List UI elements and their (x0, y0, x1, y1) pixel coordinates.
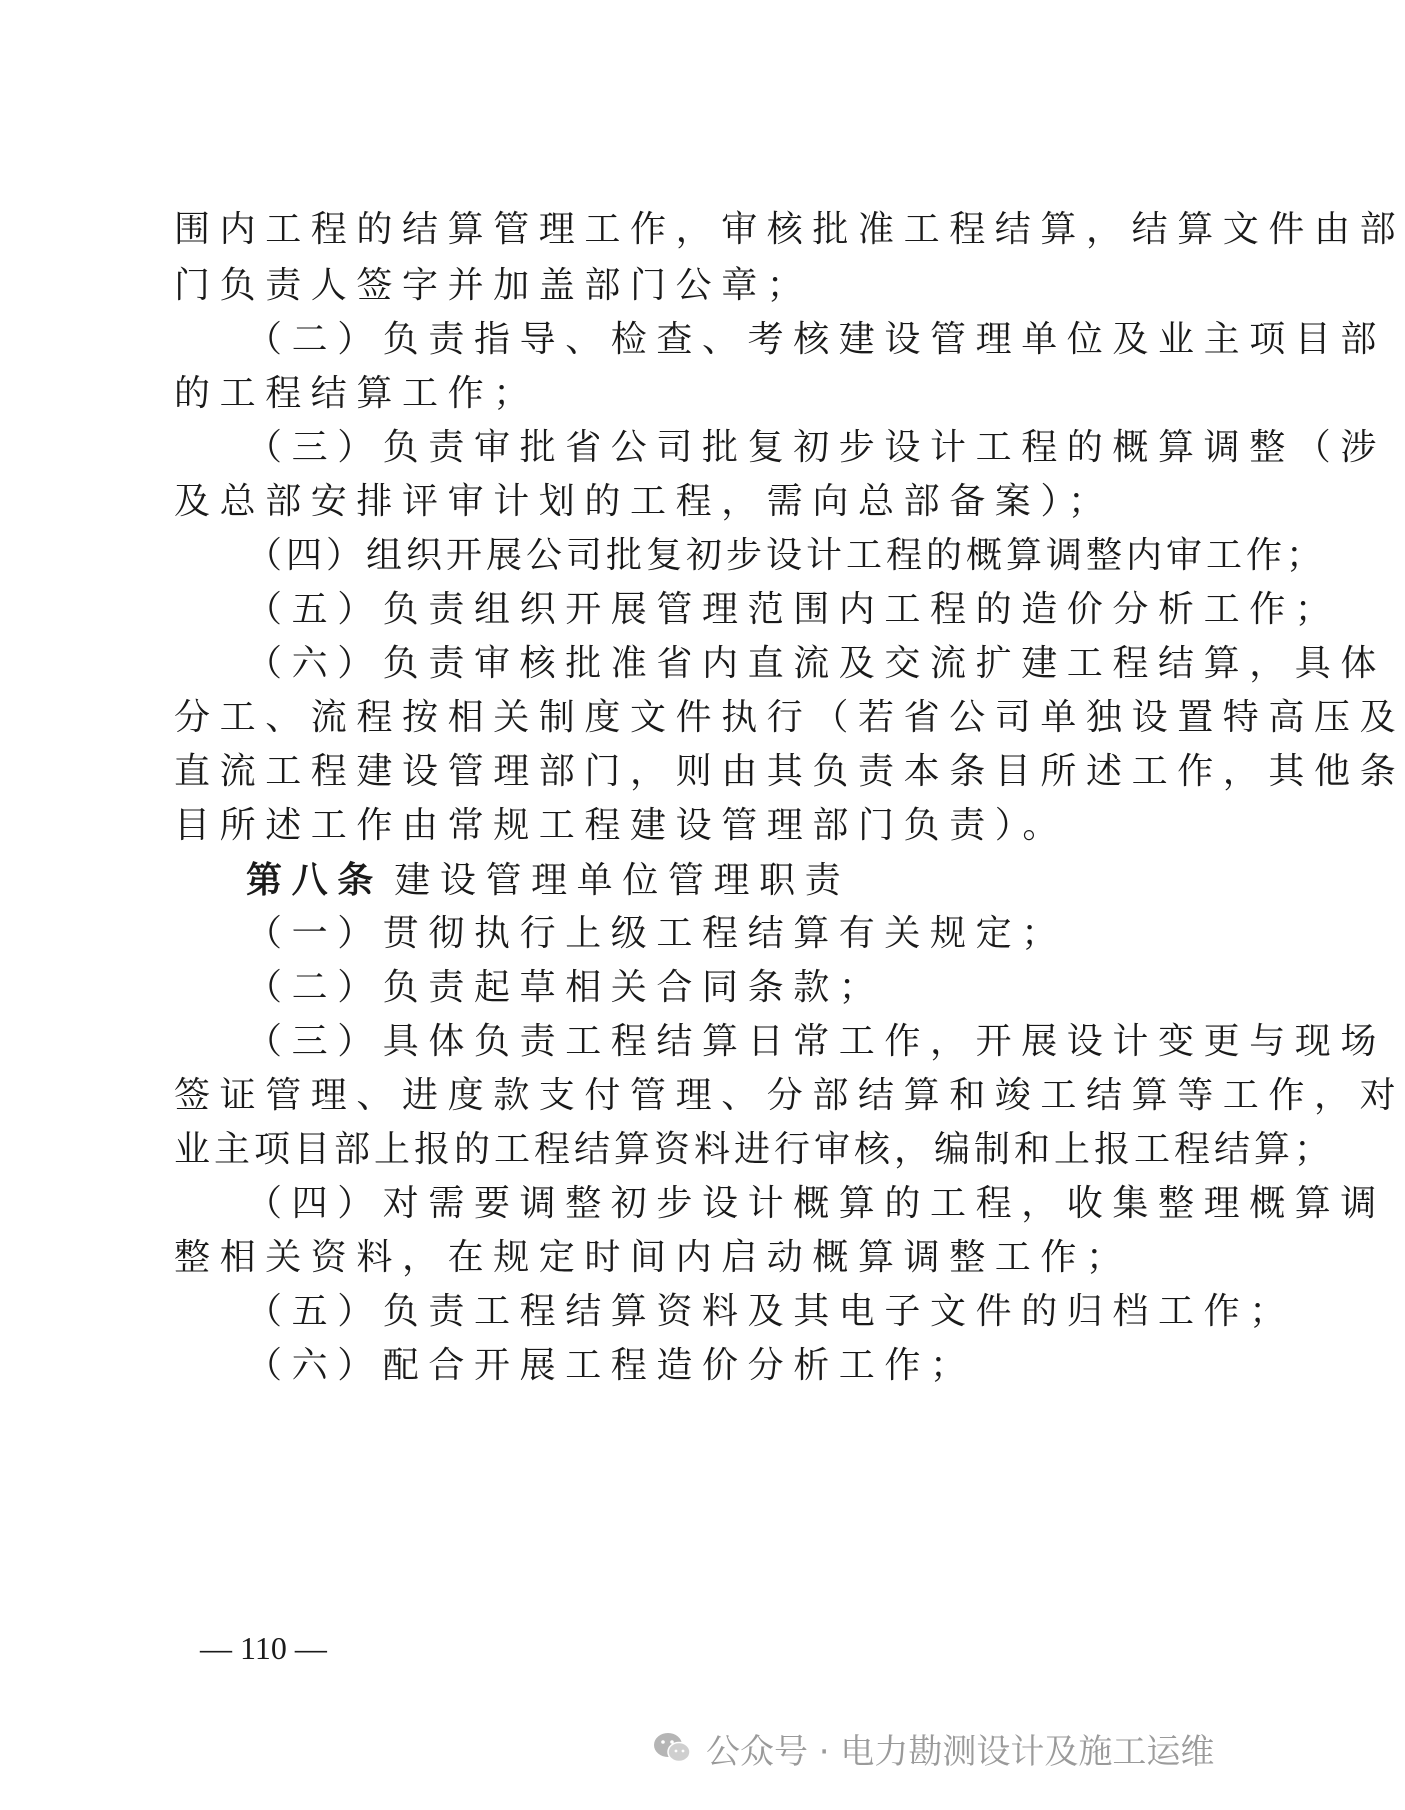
page-number: — 110 — (200, 1630, 327, 1666)
watermark-text: 公众号 · 电力勘测设计及施工运维 (706, 1731, 1215, 1772)
text-line: 整相关资料，在规定时间内启动概算调整工作； (174, 1237, 1132, 1278)
text-line: （四）组织开展公司批复初步设计工程的概算调整内审工作； (246, 535, 1327, 576)
text-line: 门负责人签字并加盖部门公章； (174, 265, 813, 306)
article-title: 建设管理单位管理职责 (394, 860, 851, 901)
text-line: （三）具体负责工程结算日常工作，开展设计变更与现场 (246, 1021, 1387, 1062)
text-line: 分工、流程按相关制度文件执行（若省公司单独设置特高压及 (174, 697, 1405, 738)
text-line: 直流工程建设管理部门，则由其负责本条目所述工作，其他条 (174, 751, 1405, 792)
text-line: （六）负责审核批准省内直流及交流扩建工程结算，具体 (246, 643, 1387, 684)
text-line: （二）负责指导、检查、考核建设管理单位及业主项目部 (246, 319, 1387, 360)
text-line: （一）贯彻执行上级工程结算有关规定； (246, 913, 1067, 954)
wechat-icon (652, 1730, 692, 1766)
text-line: （四）对需要调整初步设计概算的工程，收集整理概算调 (246, 1183, 1387, 1224)
text-line: （六）配合开展工程造价分析工作； (246, 1345, 976, 1386)
text-line: 的工程结算工作； (174, 373, 539, 414)
text-line: （二）负责起草相关合同条款； (246, 967, 885, 1008)
text-line: 围内工程的结算管理工作，审核批准工程结算，结算文件由部 (174, 209, 1405, 250)
text-line: 及总部安排评审计划的工程，需向总部备案）； (174, 481, 1114, 522)
text-line: （五）负责组织开展管理范围内工程的造价分析工作； (246, 589, 1341, 630)
text-line: 业主项目部上报的工程结算资料进行审核，编制和上报工程结算； (174, 1129, 1335, 1170)
text-line: （三）负责审批省公司批复初步设计工程的概算调整（涉 (246, 427, 1387, 468)
text-line: 签证管理、进度款支付管理、分部结算和竣工结算等工作，对 (174, 1075, 1405, 1116)
watermark (652, 1718, 1214, 1778)
article-number: 第八条 (246, 859, 383, 901)
article-heading (246, 858, 1136, 903)
text-line: （五）负责工程结算资料及其电子文件的归档工作； (246, 1291, 1295, 1332)
text-line: 目所述工作由常规工程建设管理部门负责）。 (174, 805, 1069, 846)
